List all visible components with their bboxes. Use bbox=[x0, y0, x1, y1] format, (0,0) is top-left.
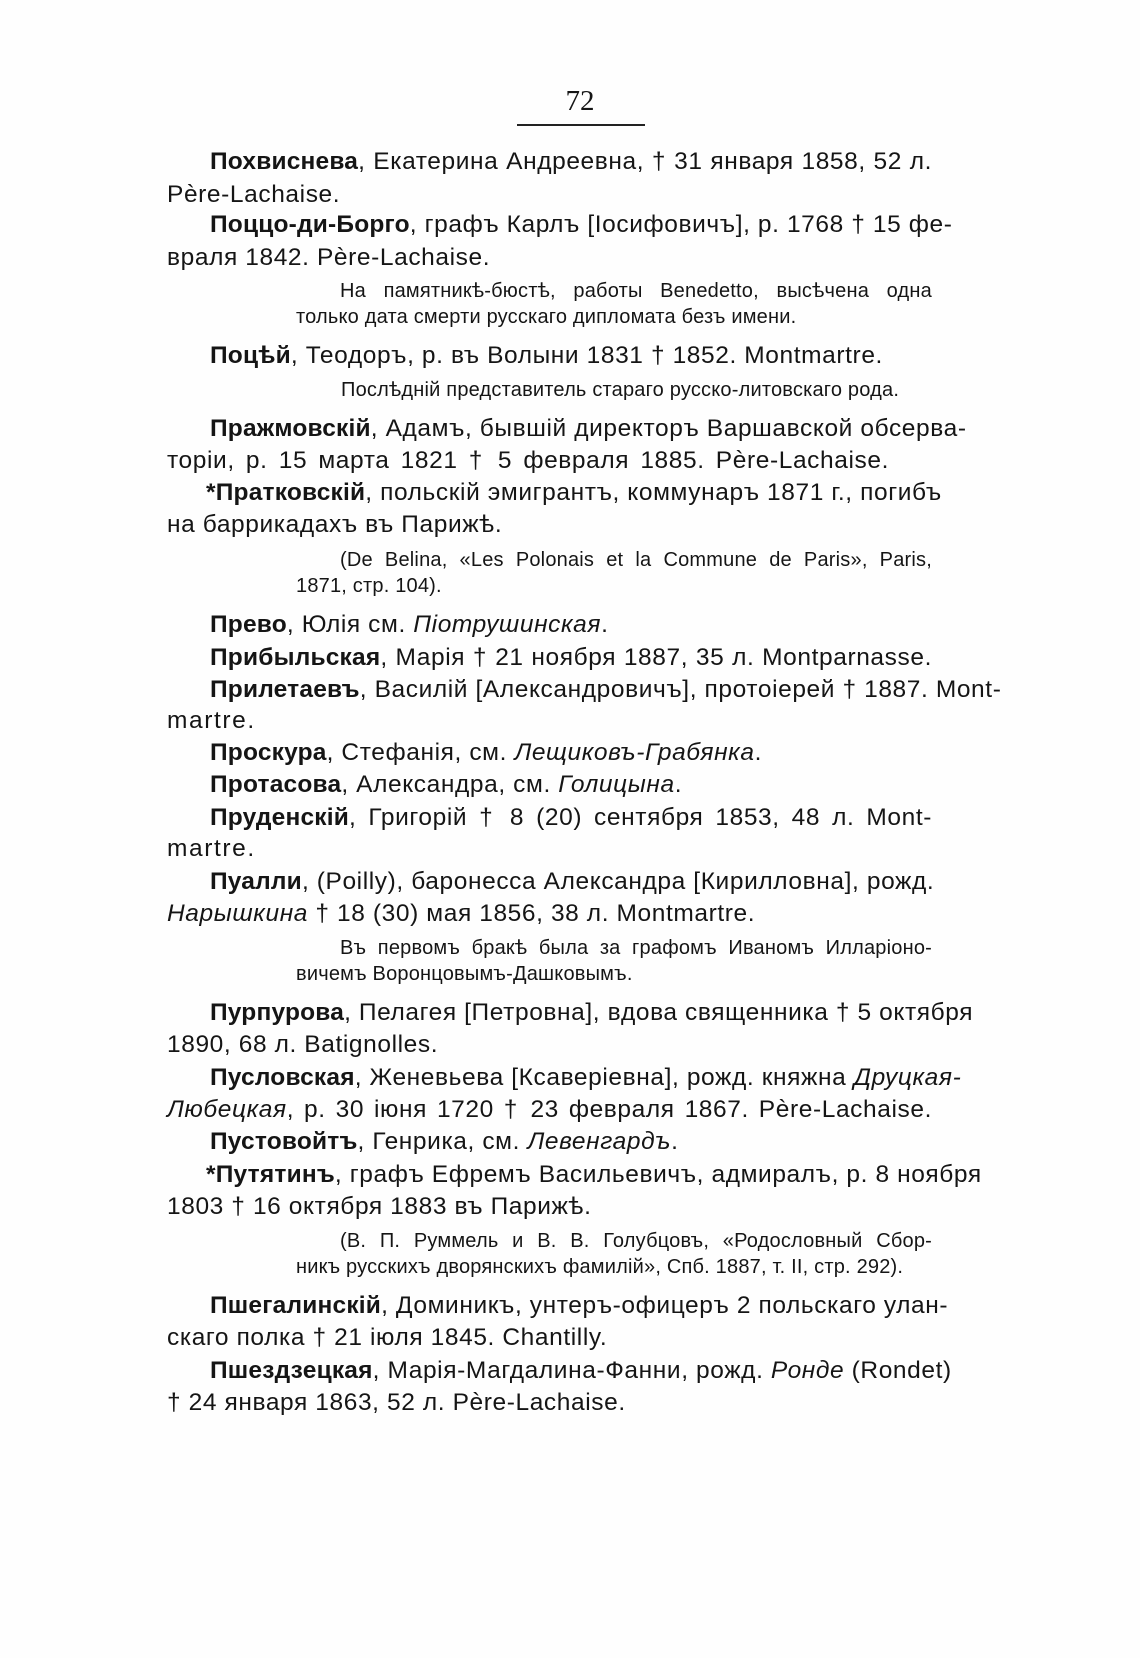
entry-text-end: . bbox=[674, 771, 683, 798]
entry-text: , Григорій † 8 (20) сентября 1853, 48 л. Mont- bbox=[349, 804, 932, 831]
cross-reference: Друцкая- bbox=[853, 1064, 962, 1091]
entry-text-cont: на баррикадахъ въ Парижѣ. bbox=[167, 511, 503, 538]
entry-text-end: . bbox=[671, 1128, 679, 1155]
entry-text-cont: † 24 января 1863, 52 л. Père-Lachaise. bbox=[167, 1389, 626, 1416]
entry-text: , Адамъ, бывшій директоръ Варшавской обсерва- bbox=[370, 415, 967, 442]
entry-note-cont: 1871, стр. 104). bbox=[296, 575, 442, 597]
page-number-rule bbox=[517, 124, 645, 126]
page-number: 72 bbox=[565, 85, 595, 117]
entry-pozzo-di-borgo bbox=[210, 210, 953, 240]
entry-text: , польскій эмигрантъ, коммунаръ 1871 г., погибъ bbox=[365, 479, 942, 506]
entry-name: Пурпурова bbox=[210, 999, 345, 1026]
entry-name: Путятинъ bbox=[215, 1161, 335, 1188]
entry-name: Пражмовскій bbox=[210, 415, 371, 442]
entry-name: Пустовойтъ bbox=[210, 1128, 358, 1155]
entry-protasova bbox=[210, 770, 682, 800]
entry-pohvisneva bbox=[210, 147, 932, 177]
entry-putyatin bbox=[206, 1160, 982, 1190]
entry-text: , графъ Карлъ [Іосифовичъ], р. 1768 † 15 фе- bbox=[409, 211, 953, 238]
entry-text: , р. 30 іюня 1720 † 23 февраля 1867. Père-Lachaise. bbox=[286, 1096, 932, 1123]
entry-text: , Теодоръ, р. въ Волыни 1831 † 1852. Montmartre. bbox=[290, 342, 883, 369]
entry-text-end: (Rondet) bbox=[844, 1357, 952, 1384]
entry-name: Похвиснева bbox=[210, 148, 359, 175]
entry-text-cont: торіи, р. 15 марта 1821 † 5 февраля 1885. Père-Lachaise. bbox=[167, 447, 889, 474]
cross-reference: Піотрушинская bbox=[413, 611, 602, 638]
entry-pustovoit bbox=[210, 1127, 678, 1157]
entry-prazhmovsky bbox=[210, 414, 967, 444]
entry-text: , Юлія см. bbox=[286, 611, 414, 638]
entry-prudensky bbox=[210, 803, 932, 833]
entry-pribylskaya bbox=[210, 643, 932, 673]
entry-name: Поццо-ди-Борго bbox=[210, 211, 410, 238]
entry-puslovskaya-line2 bbox=[167, 1095, 932, 1125]
entry-name: Прево bbox=[210, 611, 287, 638]
entry-text: , Генрика, см. bbox=[357, 1128, 528, 1155]
entry-note: (De Belina, «Les Polonais et la Commune de Paris», Paris, bbox=[340, 549, 932, 571]
entry-pshegalinsky bbox=[210, 1291, 949, 1321]
entry-note-cont: вичемъ Воронцовымъ-Дашковымъ. bbox=[296, 963, 633, 985]
entry-name: Прилетаевъ bbox=[210, 676, 360, 703]
entry-name: Пруденскій bbox=[210, 804, 349, 831]
entry-pratkovsky bbox=[206, 478, 942, 508]
entry-name: Прибыльская bbox=[210, 644, 381, 671]
entry-text-cont: враля 1842. Père-Lachaise. bbox=[167, 244, 491, 271]
cross-reference: Ронде bbox=[770, 1357, 845, 1384]
entry-name: Протасова bbox=[210, 771, 342, 798]
entry-name: Пратковскій bbox=[215, 479, 366, 506]
cross-reference: Лещиковъ-Грабянка bbox=[514, 739, 755, 766]
entry-priletaev bbox=[210, 675, 1002, 705]
entry-text-cont: martre. bbox=[167, 707, 256, 734]
entry-proskura bbox=[210, 738, 762, 768]
entry-puslovskaya bbox=[210, 1063, 962, 1093]
entry-text: , Стефанія, см. bbox=[326, 739, 515, 766]
entry-name: Проскура bbox=[210, 739, 327, 766]
entry-text-cont: 1803 † 16 октября 1883 въ Парижѣ. bbox=[167, 1193, 592, 1220]
entry-marker: * bbox=[206, 1161, 216, 1188]
entry-name: Пуалли bbox=[210, 868, 302, 895]
entry-note-cont: никъ русскихъ дворянскихъ фамилій», Спб. 1887, т. II, стр. 292). bbox=[296, 1256, 904, 1278]
entry-poilly-line2 bbox=[167, 899, 755, 929]
cross-reference: Нарышкина bbox=[167, 900, 309, 927]
entry-text: , Марія-Магдалина-Фанни, рожд. bbox=[372, 1357, 771, 1384]
entry-name: Пусловская bbox=[210, 1064, 355, 1091]
entry-text: , Пелагея [Петровна], вдова священника † 5 октября bbox=[344, 999, 974, 1026]
cross-reference: Левенгардъ bbox=[527, 1128, 672, 1155]
cross-reference: Голицына bbox=[558, 771, 675, 798]
entry-text: , Доминикъ, унтеръ-офицеръ 2 польскаго улан- bbox=[381, 1292, 949, 1319]
entry-text-cont: 1890, 68 л. Batignolles. bbox=[167, 1031, 439, 1058]
entry-text: , Марія † 21 ноября 1887, 35 л. Montparnasse. bbox=[380, 644, 932, 671]
entry-poilly bbox=[210, 867, 935, 897]
entry-text: , Екатерина Андреевна, † 31 января 1858, 52 л. bbox=[358, 148, 932, 175]
entry-text: , графъ Ефремъ Васильевичъ, адмиралъ, р. 8 ноября bbox=[334, 1161, 982, 1188]
entry-marker: * bbox=[206, 479, 216, 506]
entry-note: Послѣдній представитель стараго русско-литовскаго рода. bbox=[341, 379, 900, 401]
entry-text: , Василій [Александровичъ], протоіерей † 1887. Mont- bbox=[359, 676, 1002, 703]
entry-text: † 18 (30) мая 1856, 38 л. Montmartre. bbox=[308, 900, 756, 927]
entry-text: , Женевьева [Ксаверіевна], рожд. княжна bbox=[354, 1064, 854, 1091]
entry-potsey bbox=[210, 341, 883, 371]
entry-purpurova bbox=[210, 998, 974, 1028]
entry-text-end: . bbox=[754, 739, 762, 766]
entry-name: Поцѣй bbox=[210, 342, 291, 369]
entry-note: (В. П. Руммель и В. В. Голубцовъ, «Родословный Сбор- bbox=[340, 1230, 932, 1252]
cross-reference-cont: Любецкая bbox=[167, 1096, 287, 1123]
entry-text: , Александра, см. bbox=[341, 771, 559, 798]
entry-text-cont: martre. bbox=[167, 835, 256, 862]
entry-pshezdzetskaya bbox=[210, 1356, 952, 1386]
entry-note: На памятникѣ-бюстѣ, работы Benedetto, высѣчена одна bbox=[340, 280, 932, 302]
entry-note-cont: только дата смерти русскаго дипломата безъ имени. bbox=[296, 306, 797, 328]
entry-text-cont: скаго полка † 21 іюля 1845. Chantilly. bbox=[167, 1324, 608, 1351]
entry-name: Пшегалинскій bbox=[210, 1292, 382, 1319]
entry-note: Въ первомъ бракѣ была за графомъ Иваномъ Илларіоно- bbox=[340, 937, 932, 959]
entry-text-end: . bbox=[601, 611, 609, 638]
entry-prevo bbox=[210, 610, 609, 640]
entry-text-cont: Père-Lachaise. bbox=[167, 181, 341, 208]
entry-name: Пшездзецкая bbox=[210, 1357, 373, 1384]
entry-text: , (Poilly), баронесса Александра [Кирилловна], рожд. bbox=[301, 868, 935, 895]
